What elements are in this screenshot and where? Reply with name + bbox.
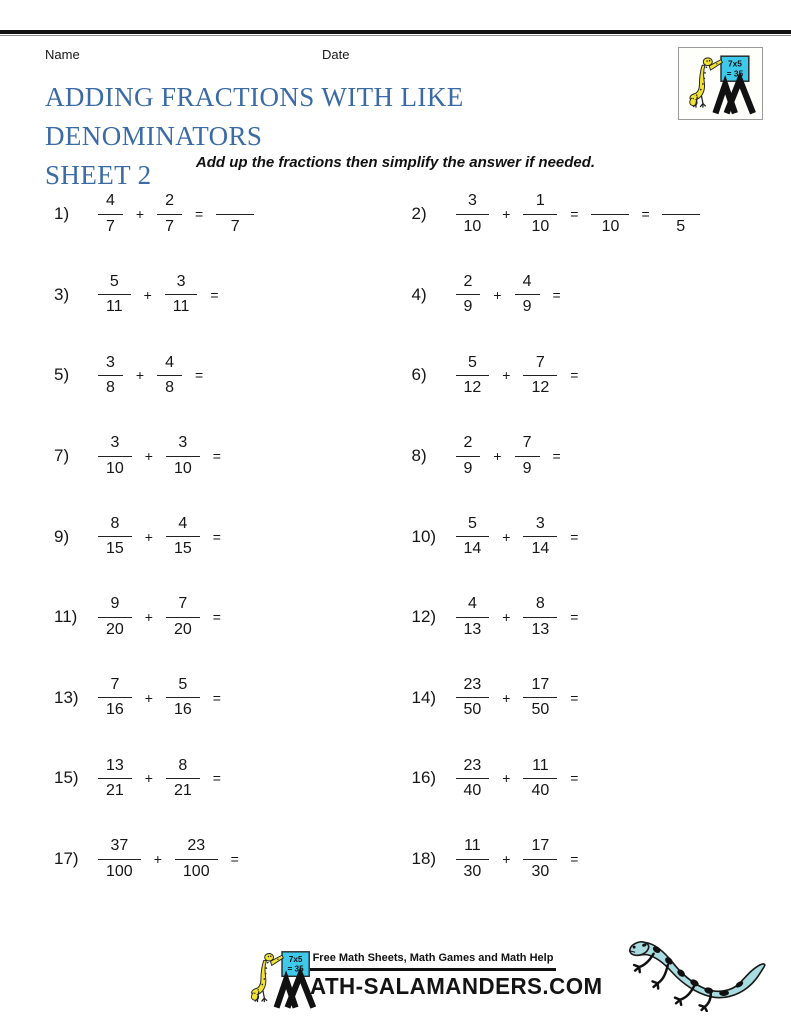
fraction-2 (166, 595, 200, 639)
numerator: 1 (535, 192, 545, 210)
footer-text-block (310, 946, 603, 1000)
denominator: 8 (157, 375, 182, 397)
plus-sign: + (493, 448, 502, 465)
equals-sign: = (212, 448, 221, 465)
denominator: 9 (456, 294, 481, 316)
denominator: 14 (456, 536, 490, 558)
fraction-1 (456, 757, 490, 801)
equals-sign: = (570, 206, 579, 223)
numerator: 4 (165, 353, 174, 371)
plus-sign: + (153, 851, 162, 868)
fraction-2 (165, 273, 198, 317)
denominator: 13 (456, 617, 490, 639)
problem-number: 18) (411, 849, 437, 869)
denominator: 9 (515, 456, 540, 478)
numerator: 8 (110, 514, 120, 532)
board-text-1: 7x5 (727, 58, 742, 69)
fraction-1 (98, 837, 141, 881)
fraction-2 (175, 837, 218, 881)
denominator: 5 (662, 214, 700, 236)
denominator: 30 (456, 859, 490, 881)
problem-number: 6) (411, 365, 427, 385)
numerator: 11 (532, 756, 549, 774)
denominator: 10 (166, 456, 200, 478)
problem-number: 8) (411, 446, 427, 466)
fraction-2 (515, 273, 540, 317)
problem-14 (398, 658, 756, 739)
equals-sign: = (212, 689, 221, 706)
denominator: 7 (157, 214, 182, 236)
denominator: 8 (98, 375, 123, 397)
name-label: Name (45, 47, 80, 62)
denominator: 40 (523, 778, 557, 800)
denominator: 30 (523, 859, 557, 881)
denominator: 10 (456, 214, 490, 236)
gecko-illustration (622, 920, 772, 1017)
numerator: 23 (463, 756, 482, 774)
fraction-2 (157, 354, 182, 398)
plus-sign: + (502, 770, 511, 787)
numerator: 11 (464, 837, 481, 855)
numerator: 2 (165, 192, 174, 210)
numerator: 4 (178, 514, 188, 532)
math-salamanders-logo-box (678, 47, 763, 120)
fraction-1 (456, 595, 490, 639)
problem-9 (40, 496, 398, 577)
fraction-2 (523, 192, 557, 236)
equals-sign: = (570, 770, 579, 787)
problem-number: 9) (54, 526, 70, 546)
denominator: 15 (166, 536, 200, 558)
site-name: ATH-SALAMANDERS.COM (310, 972, 603, 999)
numerator: 2 (463, 273, 473, 290)
fraction-2 (523, 676, 557, 720)
fraction-2 (523, 595, 557, 639)
equals-sign: = (570, 609, 579, 626)
board-text-2: = 35 (287, 964, 304, 974)
numerator: 3 (467, 192, 477, 210)
problem-number: 7) (54, 446, 70, 466)
equals-sign: = (570, 367, 579, 384)
plus-sign: + (502, 206, 511, 223)
plus-sign: + (144, 528, 153, 545)
answer-blank (591, 193, 629, 214)
fraction-2 (166, 757, 200, 801)
numerator: 4 (467, 595, 477, 613)
plus-sign: + (493, 286, 502, 303)
numerator: 5 (178, 675, 188, 693)
problem-number: 1) (54, 204, 70, 224)
problem-6 (398, 335, 756, 416)
answer-fraction (591, 193, 629, 236)
denominator: 12 (523, 375, 557, 397)
problem-number: 14) (411, 687, 437, 707)
fraction-1 (98, 434, 132, 478)
equals-sign: = (212, 528, 221, 545)
plus-sign: + (135, 367, 145, 384)
numerator: 8 (535, 595, 545, 613)
fraction-1 (456, 273, 481, 317)
problem-13 (40, 658, 398, 739)
numerator: 17 (531, 837, 550, 855)
gecko-icon (622, 920, 772, 1012)
equals-sign: = (212, 609, 221, 626)
denominator: 50 (523, 697, 557, 719)
numerator: 23 (187, 837, 206, 855)
denominator: 10 (523, 214, 557, 236)
problem-18 (398, 819, 756, 900)
plus-sign: + (144, 770, 153, 787)
denominator: 50 (456, 697, 490, 719)
fraction-1 (456, 515, 490, 559)
fraction-1 (98, 757, 132, 801)
numerator: 3 (176, 273, 186, 290)
plus-sign: + (144, 448, 153, 465)
problem-10 (398, 496, 756, 577)
denominator: 100 (98, 859, 141, 881)
plus-sign: + (502, 609, 511, 626)
numerator: 3 (106, 353, 115, 371)
fraction-1 (98, 273, 131, 317)
problem-number: 12) (411, 607, 437, 627)
fraction-2 (166, 515, 200, 559)
equals-sign: = (230, 851, 239, 868)
equals-sign: = (552, 448, 561, 465)
denominator: 11 (98, 294, 131, 316)
fraction-2 (523, 837, 557, 881)
problem-8 (398, 416, 756, 497)
denominator: 14 (523, 536, 557, 558)
equals-sign: = (570, 528, 579, 545)
numerator: 7 (110, 675, 120, 693)
denominator: 100 (175, 859, 218, 881)
numerator: 3 (178, 434, 188, 452)
denominator: 10 (591, 214, 629, 236)
fraction-1 (98, 192, 123, 236)
salamander-easel-icon-footer (248, 946, 316, 1012)
fraction-2 (515, 434, 540, 478)
problem-16 (398, 738, 756, 819)
denominator: 15 (98, 536, 132, 558)
denominator: 10 (98, 456, 132, 478)
numerator: 5 (467, 514, 477, 532)
denominator: 20 (166, 617, 200, 639)
equals-sign: = (195, 206, 204, 223)
fraction-2 (166, 434, 200, 478)
problem-17 (40, 819, 398, 900)
fraction-2 (523, 515, 557, 559)
numerator: 7 (522, 434, 532, 452)
fraction-2 (157, 192, 182, 236)
denominator: 16 (98, 697, 132, 719)
numerator: 13 (106, 756, 124, 774)
footer-tagline: Free Math Sheets, Math Games and Math Help (312, 952, 554, 964)
board-text-2: = 35 (726, 67, 743, 78)
denominator: 9 (515, 294, 540, 316)
title-line-1: ADDING FRACTIONS WITH LIKE DENOMINATORS (45, 82, 464, 151)
plus-sign: + (502, 528, 511, 545)
problem-5 (40, 335, 398, 416)
equals-sign: = (552, 286, 561, 303)
plus-sign: + (144, 609, 153, 626)
problem-2 (398, 174, 756, 255)
plus-sign: + (502, 689, 511, 706)
numerator: 4 (522, 273, 532, 290)
equals-sign: = (212, 770, 221, 787)
problem-12 (398, 577, 756, 658)
denominator: 40 (456, 778, 490, 800)
date-label: Date (322, 47, 350, 62)
problem-number: 3) (54, 284, 70, 304)
plus-sign: + (143, 286, 152, 303)
denominator: 9 (456, 456, 481, 478)
fraction-2 (523, 354, 557, 398)
numerator: 17 (531, 675, 550, 693)
plus-sign: + (502, 851, 511, 868)
equals-sign: = (195, 367, 204, 384)
problem-15 (40, 738, 398, 819)
problem-number: 16) (411, 768, 437, 788)
problem-4 (398, 255, 756, 336)
fraction-1 (456, 434, 481, 478)
answer-blank (662, 193, 700, 214)
fraction-1 (98, 595, 132, 639)
fraction-1 (456, 837, 490, 881)
top-rule (0, 30, 791, 36)
plus-sign: + (502, 367, 511, 384)
numerator: 2 (463, 434, 473, 452)
denominator: 16 (166, 697, 200, 719)
problem-number: 4) (411, 284, 427, 304)
problem-number: 13) (54, 687, 79, 707)
numerator: 23 (463, 675, 482, 693)
plus-sign: + (135, 206, 145, 223)
equals-sign: = (570, 689, 579, 706)
problem-11 (40, 577, 398, 658)
fraction-2 (166, 676, 200, 720)
equals-sign: = (570, 851, 579, 868)
numerator: 8 (178, 756, 188, 774)
numerator: 3 (110, 434, 120, 452)
title-line-2: SHEET 2 (45, 160, 152, 190)
numerator: 9 (110, 595, 120, 613)
fraction-1 (456, 676, 490, 720)
answer-blank (216, 193, 254, 214)
numerator: 7 (535, 353, 545, 371)
denominator: 7 (98, 214, 123, 236)
problem-number: 11) (54, 607, 78, 627)
fraction-1 (98, 676, 132, 720)
problem-number: 2) (411, 204, 427, 224)
denominator: 20 (98, 617, 132, 639)
problem-7 (40, 416, 398, 497)
problems-grid (40, 174, 755, 899)
fraction-1 (456, 354, 490, 398)
problem-number: 5) (54, 365, 70, 385)
plus-sign: + (144, 689, 153, 706)
problem-number: 17) (54, 849, 79, 869)
numerator: 37 (110, 837, 129, 855)
numerator: 4 (106, 192, 115, 210)
fraction-1 (98, 515, 132, 559)
denominator: 7 (216, 214, 254, 236)
problem-3 (40, 255, 398, 336)
numerator: 5 (109, 273, 119, 290)
answer-fraction-2 (662, 193, 700, 236)
footer-brand (248, 946, 603, 1012)
salamander-easel-icon (684, 52, 758, 116)
numerator: 7 (178, 595, 188, 613)
denominator: 13 (523, 617, 557, 639)
denominator: 11 (165, 294, 198, 316)
equals-sign: = (641, 206, 650, 223)
denominator: 21 (98, 778, 132, 800)
fraction-2 (523, 757, 557, 801)
numerator: 5 (467, 353, 477, 371)
equals-sign: = (210, 286, 219, 303)
fraction-1 (456, 192, 490, 236)
denominator: 12 (456, 375, 490, 397)
board-text-1: 7x5 (288, 955, 303, 964)
problem-1 (40, 174, 398, 255)
fraction-1 (98, 354, 123, 398)
denominator: 21 (166, 778, 200, 800)
answer-fraction (216, 193, 254, 236)
problem-number: 10) (411, 526, 437, 546)
footer-rule (310, 968, 556, 971)
problem-number: 15) (54, 768, 79, 788)
numerator: 3 (535, 514, 545, 532)
instruction-text: Add up the fractions then simplify the answer if needed. (195, 154, 596, 171)
